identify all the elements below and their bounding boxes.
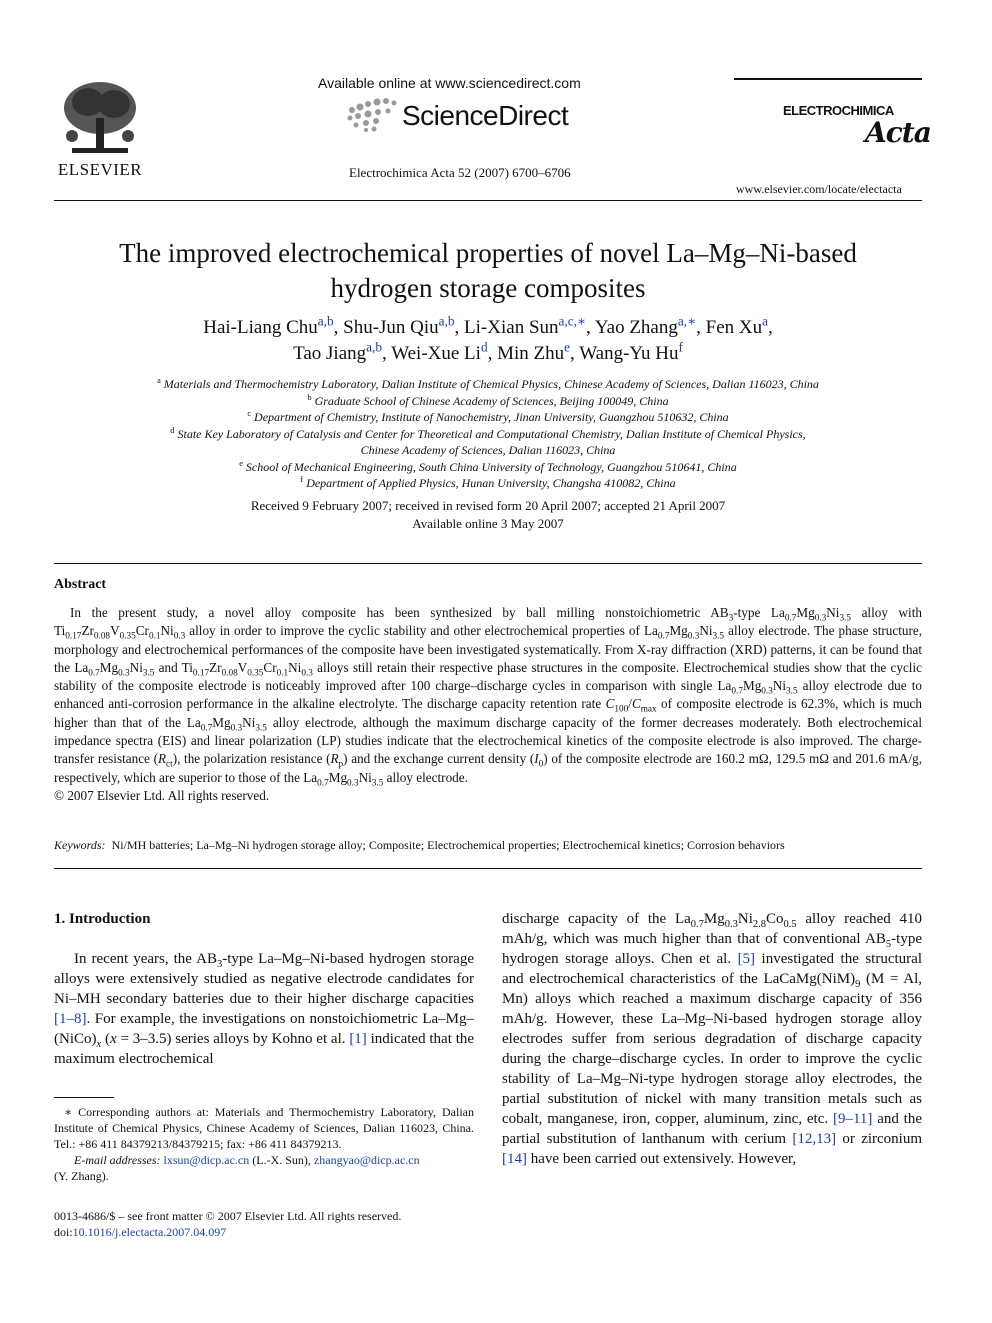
header-rule: [54, 200, 922, 201]
abstract-bottom-rule: [54, 868, 922, 869]
section-heading: 1. Introduction: [54, 911, 151, 927]
article-dates: [54, 497, 922, 532]
author: Shu-Jun Qiu: [343, 317, 439, 338]
email-link[interactable]: zhangyao@dicp.ac.cn: [313, 1153, 420, 1167]
journal-url[interactable]: www.elsevier.com/locate/electacta: [736, 182, 902, 196]
affiliation: $^b$ Graduate School of Chinese Academy of Sciences, Beijing 100049, China: [307, 392, 669, 408]
right-column: [502, 909, 922, 1169]
body-paragraph: In recent years, the $AB_3$-type La–Mg–Ni-based hydrogen storage alloys were extensively studied as negative electrode candidates for Ni–MH secondary batteries due to their higher discharge capacities [1–8]. For example, the investigations on nonstoichiometric $La-Mg-(NiCo)_x$ (x = 3–3.5) series alloys by Kohno et al. [1] indicated that the maximum electrochemical: [54, 951, 475, 1067]
sciencedirect-dots-icon: [344, 98, 400, 134]
citation-link[interactable]: [12,13]: [792, 1131, 837, 1147]
author-affil-mark[interactable]: e: [564, 339, 571, 355]
elsevier-tree-icon: [58, 78, 142, 156]
author-affil-mark[interactable]: a,b: [438, 313, 455, 329]
affiliation: $^d$ State Key Laboratory of Catalysis and Center for Theoretical and Computational Chemistry, Dalian Institute of Chemical Physics,: [170, 425, 806, 441]
elsevier-logo: [54, 78, 146, 178]
author-affil-mark[interactable]: a,b: [366, 339, 383, 355]
sciencedirect-wordmark: ScienceDirect: [402, 100, 569, 131]
abstract-text: In the present study, a novel alloy composite has been synthesized by ball milling nonstoichiometric $AB_3$-type $La_{0.7}Mg_{0.3}Ni_{3.5}$ alloy with $Ti_{0.17}Zr_{0.08}V_{0.35}Cr_{0.1}Ni_{0.3}$ alloy in order to improve the cyclic stability and other electrochemical properties of $La_{0.7}Mg_{0.3}Ni_{3.5}$ alloy electrode. The phase structure, morphology and electrochemical performances of the composite have been investigated systematically. From X-ray diffraction (XRD) patterns, it can be found that the $La_{0.7}Mg_{0.3}Ni_{3.5}$ and $Ti_{0.17}Zr_{0.08}V_{0.35}Cr_{0.1}Ni_{0.3}$ alloys still retain their respective phase structures in the composite. Electrochemical studies show that the cyclic stability of the composite electrode is noticeably improved after 100 charge–discharge cycles in comparison with single $La_{0.7}Mg_{0.3}Ni_{3.5}$ alloy electrode due to enhanced anti-corrosion performance in the alkaline electrolyte. The discharge capacity retention rate $C_{100}/C_{max}$ of composite electrode is 62.3%, which is much higher than that of the $La_{0.7}Mg_{0.3}Ni_{3.5}$ alloy electrode, although the maximum discharge capacity of the former decreases moderately. Both electrochemical impedance spectra (EIS) and linear polarization (LP) studies indicate that the electrochemical kinetics of the composite electrode is also improved. The charge-transfer resistance $(R_{ct})$, the polarization resistance $(R_p)$ and the exchange current density $(I_0)$ of the composite electrode are 160.2 mΩ, 129.5 mΩ and 201.6 mA/g, respectively, which are superior to those of the $La_{0.7}Mg_{0.3}Ni_{3.5}$ alloy electrode.: [54, 605, 923, 788]
author-affil-mark[interactable]: f: [678, 339, 683, 355]
article-history: Received 9 February 2007; received in revised form 20 April 2007; accepted 21 April 2007: [250, 498, 726, 513]
author: Fen Xu: [705, 317, 763, 338]
issn-line: 0013-4686/$ – see front matter © 2007 Elsevier Ltd. All rights reserved.: [54, 1209, 402, 1223]
author: Wang-Yu Hu: [579, 343, 679, 364]
email-link[interactable]: lxsun@dicp.ac.cn: [163, 1153, 250, 1167]
affiliation: $^a$ Materials and Thermochemistry Laboratory, Dalian Institute of Chemical Physics, Chinese Academy of Sciences, Dalian 116023, China: [157, 376, 819, 391]
author-affil-mark[interactable]: a,∗: [677, 313, 697, 329]
citation-link[interactable]: [1–8]: [54, 1011, 87, 1027]
citation-link[interactable]: [9–11]: [832, 1111, 873, 1127]
citation-link[interactable]: [14]: [502, 1151, 527, 1167]
front-matter-info: [54, 1208, 474, 1240]
header-rule-right: [734, 78, 922, 80]
citation-link[interactable]: [5]: [737, 951, 756, 967]
author: Yao Zhang: [594, 317, 678, 338]
abstract-top-rule: [54, 563, 922, 564]
article-title: [54, 236, 922, 306]
author: Li-Xian Sun: [464, 317, 559, 338]
keywords: [54, 838, 922, 853]
author-affil-mark[interactable]: a,b: [317, 313, 334, 329]
footnote: [54, 1104, 474, 1184]
author: Hai-Liang Chu: [203, 317, 318, 338]
keywords-label: Keywords:: [54, 838, 106, 852]
keywords-text: Ni/MH batteries; La–Mg–Ni hydrogen storage alloy; Composite; Electrochemical properties; Electrochemical kinetics; Corrosion behaviors: [111, 838, 785, 852]
email-name: (Y. Zhang).: [54, 1169, 109, 1183]
author-line-2: Tao Jiang$^{a,b}$, Wei-Xue Li$^d$, Min Zhu$^e$, Wang-Yu Hu$^f$: [293, 339, 683, 364]
abstract-heading: Abstract: [54, 577, 107, 592]
citation-link[interactable]: [1]: [349, 1031, 367, 1047]
author: Wei-Xue Li: [391, 343, 481, 364]
author-line-1: Hai-Liang Chu$^{a,b}$, Shu-Jun Qiu$^{a,b}$, Li-Xian Sun$^{a,c,∗}$, Yao Zhang$^{a,∗}$, Fen Xu$^a$,: [203, 313, 773, 338]
author-affil-mark[interactable]: d: [480, 339, 488, 355]
affiliation: $^c$ Department of Chemistry, Institute of Nanochemistry, Jinan University, Guangzhou 510632, China: [247, 409, 729, 424]
abstract-body: [54, 604, 922, 805]
publisher-name: ELSEVIER: [57, 160, 143, 179]
available-online-date: Available online 3 May 2007: [412, 515, 564, 531]
journal-logo: [783, 103, 931, 149]
available-online-text[interactable]: Available online at www.sciencedirect.com: [318, 75, 581, 91]
journal-logo-top: ELECTROCHIMICA: [783, 103, 894, 118]
body-paragraph: discharge capacity of the $La_{0.7}Mg_{0.3}Ni_{2.8}Co_{0.5}$ alloy reached 410 mAh/g, which was much higher than that of conventional $AB_5$-type hydrogen storage alloys. Chen et al. [5] investigated the structural and electrochemical characteristics of the $LaCaMg(NiM)_9$ (M = Al, Mn) alloys which reached a maximum discharge capacity of 356 mAh/g. However, these La–Mg–Ni-based hydrogen storage alloy electrodes suffer from serious degradation of discharge capacity during the charge–discharge cycles. In order to improve the cyclic stability of La–Mg–Ni-type hydrogen storage alloy electrodes, the partial substitution of nickel with many transition metals such as cobalt, manganese, iron, copper, aluminum, zinc, etc. [9–11] and the partial substitution of lanthanum with cerium [12,13] or zirconium [14] have been carried out extensively. However,: [502, 911, 923, 1167]
author: Min Zhu: [497, 343, 565, 364]
author-affil-mark[interactable]: a,c,∗: [558, 313, 587, 329]
journal-citation: Electrochimica Acta 52 (2007) 6700–6706: [349, 165, 571, 180]
abstract-copyright: © 2007 Elsevier Ltd. All rights reserved.: [54, 787, 270, 803]
author: Tao Jiang: [293, 343, 367, 364]
affiliations: [54, 376, 922, 492]
title-line-1: The improved electrochemical properties of novel La–Mg–Ni-based: [119, 238, 857, 268]
doi-line: doi:10.1016/j.electacta.2007.04.097: [54, 1225, 227, 1239]
doi-link[interactable]: 10.1016/j.electacta.2007.04.097: [72, 1225, 227, 1239]
corresponding-author-note: ∗ Corresponding authors at: Materials and Thermochemistry Laboratory, Dalian Institute of Chemical Physics, Chinese Academy of Sciences, Dalian 116023, China. Tel.: +86 411 84379213/84379215; fax: +86 411 84379213.: [54, 1105, 474, 1151]
affiliation: $^f$ Department of Applied Physics, Hunan University, Changsha 410082, China: [300, 475, 676, 490]
journal-logo-bottom: Acta: [865, 116, 931, 149]
footnote-rule: [54, 1097, 114, 1098]
email-line: E-mail addresses: lxsun@dicp.ac.cn (L.-X. Sun), zhangyao@dicp.ac.cn: [74, 1153, 420, 1167]
affiliation: $^e$ School of Mechanical Engineering, South China University of Technology, Guangzhou 510641, China: [239, 458, 737, 474]
title-line-2: hydrogen storage composites: [330, 273, 646, 303]
affiliation-continued: Chinese Academy of Sciences, Dalian 116023, China: [360, 443, 616, 457]
author-affil-mark[interactable]: a: [762, 313, 769, 329]
author-list: [54, 315, 922, 367]
left-column: [54, 909, 474, 1069]
